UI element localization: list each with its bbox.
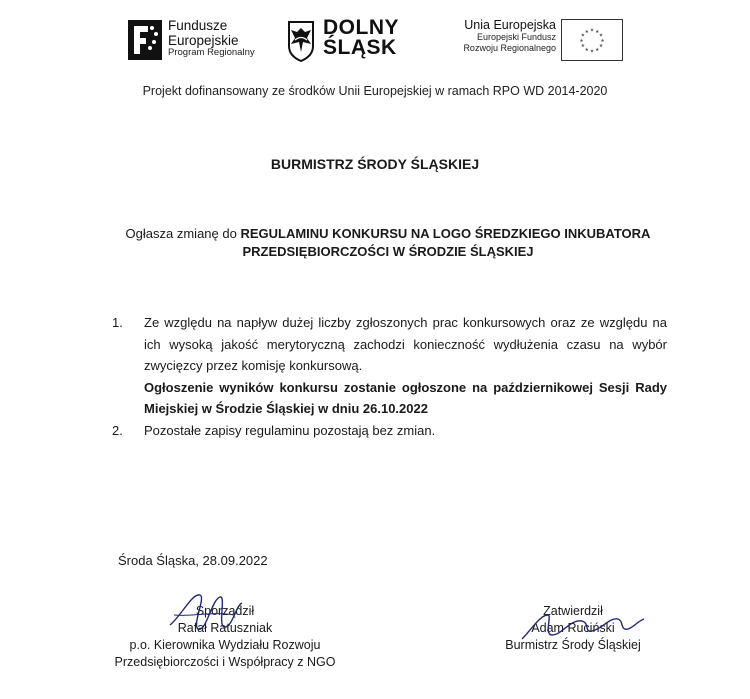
signer-role-left-line1: p.o. Kierownika Wydziału Rozwoju bbox=[129, 638, 321, 652]
svg-text:★: ★ bbox=[579, 38, 584, 44]
signature-scribble-left bbox=[162, 585, 252, 637]
announcement-prefix: Ogłasza zmianę do bbox=[125, 226, 241, 241]
signer-role-right: Burmistrz Środy Śląskiej bbox=[505, 638, 641, 652]
signature-scribble-right bbox=[518, 609, 648, 643]
item-number: 2. bbox=[112, 422, 123, 438]
svg-text:★: ★ bbox=[589, 28, 595, 34]
ue-line2: Europejski Fundusz bbox=[476, 32, 556, 43]
dolny-slask-line1: DOLNY bbox=[323, 16, 399, 39]
change-list bbox=[112, 312, 667, 441]
signature-block-left bbox=[100, 603, 350, 671]
svg-text:★: ★ bbox=[595, 47, 600, 53]
signer-role-left-line2: Przedsiębiorczości i Współpracy z NGO bbox=[114, 655, 336, 669]
issuer-heading: BURMISTRZ ŚRODY ŚLĄSKIEJ bbox=[270, 156, 480, 172]
dolny-slask-line2: ŚLĄSK bbox=[323, 36, 397, 59]
eagle-icon bbox=[287, 18, 315, 62]
svg-text:★: ★ bbox=[598, 33, 604, 39]
svg-text:★: ★ bbox=[598, 44, 604, 50]
item-text: Pozostałe zapisy regulaminu pozostają bez zmian. bbox=[144, 422, 436, 438]
item-text: Ze względu na napływ dużej liczby zgłoszonych prac konkursowych oraz ze względu na ich wysoką jakość merytoryczną zachodzi konieczność wydłużenia czasu na wybór zwycięzcy przez komisję konkursową. bbox=[144, 315, 667, 373]
fe-line2: Europejskie bbox=[168, 33, 239, 49]
logo-bar bbox=[0, 12, 750, 72]
item-bold-text: Ogłoszenie wyników konkursu zostanie ogłoszone na październikowej Sesji Rady Miejskiej w Środzie Śląskiej w dniu 26.10.2022 bbox=[144, 379, 667, 416]
ue-line3: Rozwoju Regionalnego bbox=[463, 42, 556, 53]
svg-text:★: ★ bbox=[595, 29, 600, 35]
place-date: Środa Śląska, 28.09.2022 bbox=[118, 553, 268, 568]
signature-block-right bbox=[488, 603, 658, 654]
signer-name-right: Adam Ruciński bbox=[531, 621, 615, 635]
svg-text:★: ★ bbox=[584, 29, 589, 35]
ue-line1: Unia Europejska bbox=[464, 18, 556, 32]
fundusze-europejskie-icon bbox=[128, 18, 162, 62]
svg-text:★: ★ bbox=[584, 47, 589, 53]
announcement-heading bbox=[118, 225, 658, 261]
item-number: 1. bbox=[112, 315, 123, 330]
list-item bbox=[112, 420, 667, 442]
svg-text:★: ★ bbox=[589, 49, 595, 55]
svg-text:★: ★ bbox=[600, 38, 605, 44]
funding-note: Projekt dofinansowany ze środków Unii Europejskiej w ramach RPO WD 2014-2020 bbox=[142, 84, 608, 98]
announcement-title: REGULAMINU KONKURSU NA LOGO ŚREDZKIEGO INKUBATORA PRZEDSIĘBIORCZOŚCI W ŚRODZIE ŚLĄSKIEJ bbox=[240, 226, 651, 259]
list-item bbox=[112, 312, 667, 420]
signature-label-left: Sporządził bbox=[195, 604, 255, 618]
signer-name-left: Rafał Ratuszniak bbox=[177, 621, 273, 635]
eu-flag-icon bbox=[561, 19, 623, 61]
svg-text:★: ★ bbox=[580, 33, 586, 39]
signature-label-right: Zatwierdził bbox=[543, 604, 603, 618]
svg-text:★: ★ bbox=[580, 44, 586, 50]
fe-line1: Fundusze bbox=[168, 18, 228, 33]
fe-line3: Program Regionalny bbox=[168, 47, 255, 59]
